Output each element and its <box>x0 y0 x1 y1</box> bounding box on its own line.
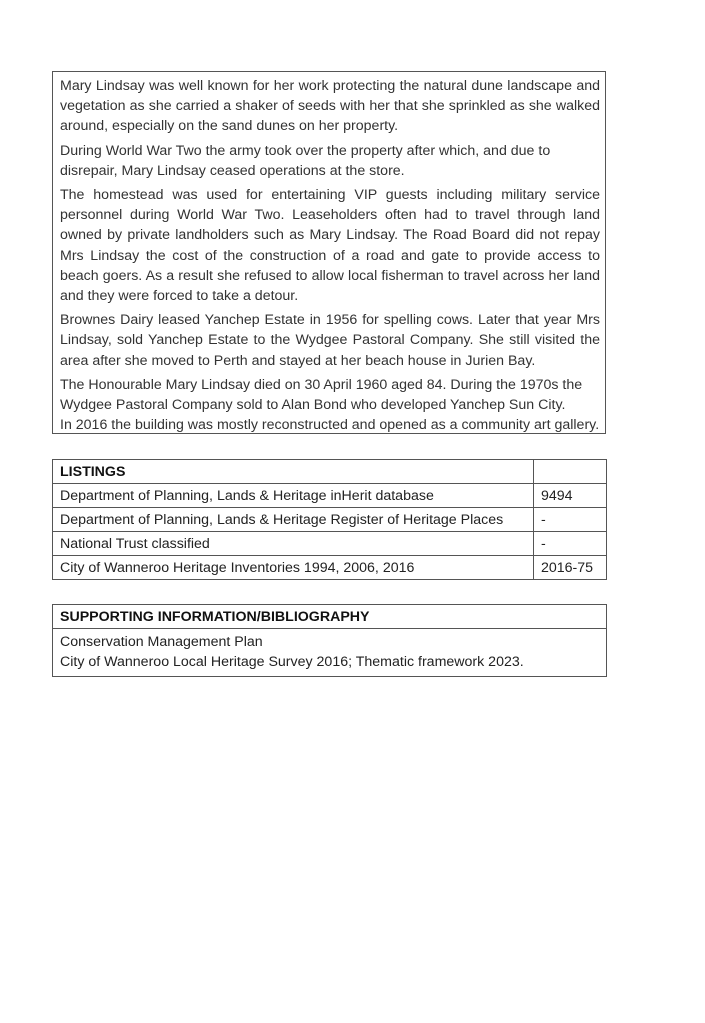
listing-value: 2016-75 <box>534 556 607 580</box>
listing-value: - <box>534 508 607 532</box>
listing-value: 9494 <box>534 484 607 508</box>
paragraph-homestead-vip: The homestead was used for entertaining VIP guests including military service personnel during World War Two. Leaseholders often had to travel through land owned by private landholders such as Mary Lindsay. The Road Board did not repay Mrs Lindsay the cost of the construction of a road and gate to provide access to beach goers. As a result she refused to allow local fisherman to travel across her land and they were forced to take a detour. <box>60 187 600 305</box>
listings-header-value <box>534 460 607 484</box>
paragraph-world-war-two: During World War Two the army took over the property after which, and due to disrepair, Mary Lindsay ceased operations at the store. <box>60 142 551 179</box>
paragraph-brownes-dairy: Brownes Dairy leased Yanchep Estate in 1956 for spelling cows. Later that year Mrs Lindsay, sold Yanchep Estate to the Wydgee Pastoral Company. She still visited the area after she moved to Perth and stayed at her beach house in Jurien Bay. <box>60 312 600 369</box>
listings-header-row <box>53 460 607 484</box>
bibliography-body <box>53 629 607 677</box>
bibliography-item: City of Wanneroo Local Heritage Survey 2016; Thematic framework 2023. <box>60 654 524 670</box>
listing-label: Department of Planning, Lands & Heritage inHerit database <box>53 484 534 508</box>
listing-label: City of Wanneroo Heritage Inventories 1994, 2006, 2016 <box>53 556 534 580</box>
listing-value: - <box>534 532 607 556</box>
bibliography-header-row <box>53 605 607 629</box>
history-narrative-box <box>52 71 606 434</box>
table-row <box>53 508 607 532</box>
bibliography-table <box>52 604 607 677</box>
listing-label: Department of Planning, Lands & Heritage Register of Heritage Places <box>53 508 534 532</box>
paragraph-dune-protection: Mary Lindsay was well known for her work protecting the natural dune landscape and vegetation as she carried a shaker of seeds with her that she sprinkled as she walked around, especially on the sand dunes on her property. <box>60 78 600 135</box>
table-row <box>53 484 607 508</box>
bibliography-body-row <box>53 629 607 677</box>
paragraph-death-and-sale: The Honourable Mary Lindsay died on 30 April 1960 aged 84. During the 1970s the Wydgee Pastoral Company sold to Alan Bond who developed Yanchep Sun City. <box>60 376 583 414</box>
listing-label: National Trust classified <box>53 532 534 556</box>
paragraph-reconstruction-2016: In 2016 the building was mostly reconstructed and opened as a community art gallery. <box>60 417 600 434</box>
table-row <box>53 556 607 580</box>
table-row <box>53 532 607 556</box>
bibliography-header: SUPPORTING INFORMATION/BIBLIOGRAPHY <box>53 605 607 629</box>
listings-table <box>52 459 607 580</box>
bibliography-item: Conservation Management Plan <box>60 634 263 650</box>
listings-header: LISTINGS <box>53 460 534 484</box>
